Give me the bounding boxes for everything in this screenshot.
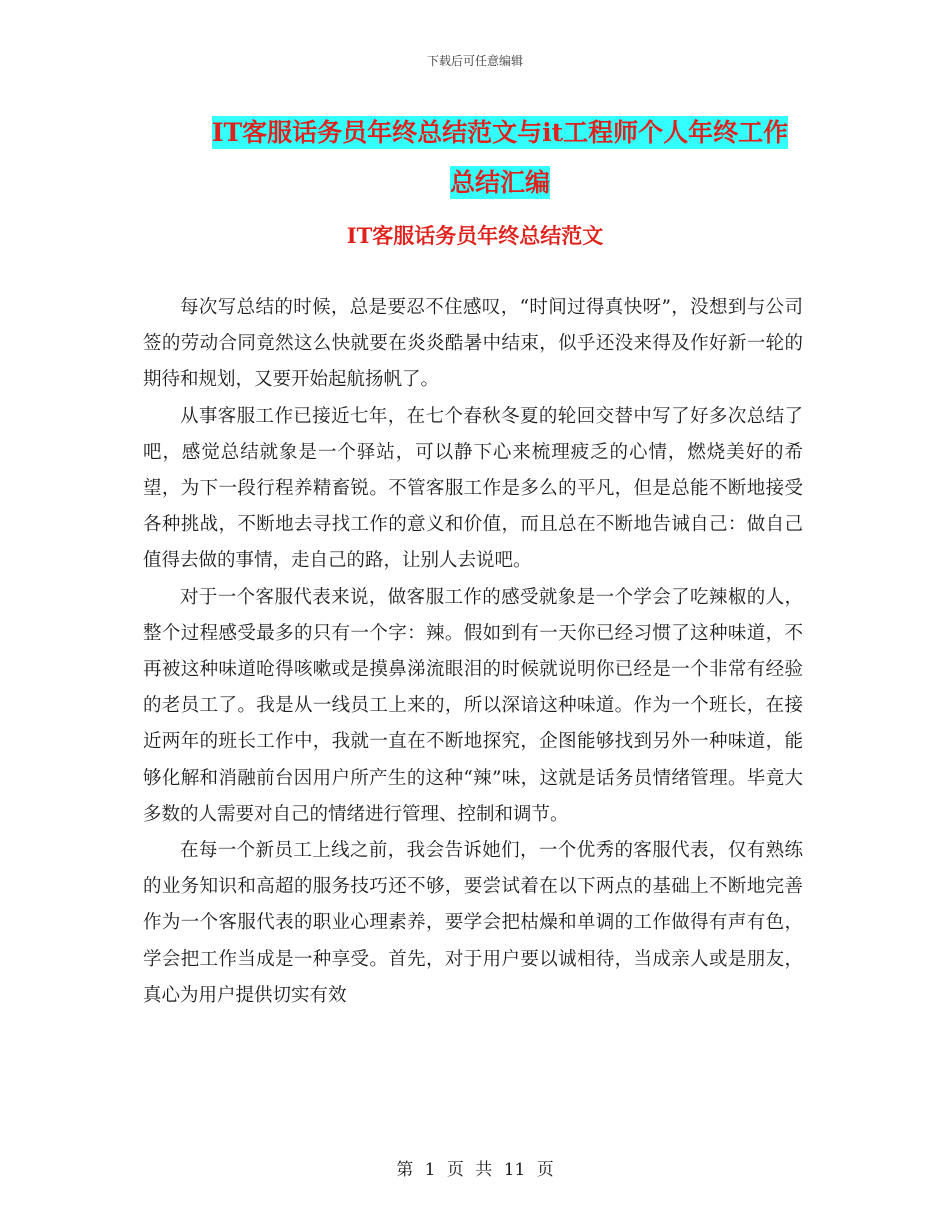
document-title-line1: IT客服话务员年终总结范文与it工程师个人年终工作 [211,118,789,147]
document-title-line2: 总结汇编 [449,168,550,197]
document-body [143,290,803,1014]
page-number: 第 1 页 共 11 页 [396,1160,554,1180]
section-title: IT客服话务员年终总结范文 [346,223,604,248]
paragraph-1: 每次写总结的时候，总是要忍不住感叹，“时间过得真快呀”，没想到与公司签的劳动合同竟然这么快就要在炎炎酷暑中结束，似乎还没来得及作好新一轮的期待和规划，又要开始起航扬帆了。 [143,297,803,391]
paragraph-3: 对于一个客服代表来说，做客服工作的感受就象是一个学会了吃辣椒的人，整个过程感受最多的只有一个字：辣。假如到有一天你已经习惯了这种味道，不再被这种味道呛得咳嗽或是摸鼻涕流眼泪的时候就说明你已经是一个非常有经验的老员工了。我是从一线员工上来的，所以深谙这种味道。作为一个班长，在接近两年的班长工作中，我就一直在不断地探究，企图能够找到另外一种味道，能够化解和消融前台因用户所产生的这种“辣”味，这就是话务员情绪管理。毕竟大多数的人需要对自己的情绪进行管理、控制和调节。 [143,586,803,825]
document-title [140,108,860,208]
header-note: 下载后可任意编辑 [426,54,523,68]
paragraph-4: 在每一个新员工上线之前，我会告诉她们，一个优秀的客服代表，仅有熟练的业务知识和高超的服务技巧还不够，要尝试着在以下两点的基础上不断地完善作为一个客服代表的职业心理素养，要学会把枯燥和单调的工作做得有声有色，学会把工作当成是一种享受。首先，对于用户要以诚相待，当成亲人或是朋友，真心为用户提供切实有效 [143,840,803,1006]
paragraph-2: 从事客服工作已接近七年，在七个春秋冬夏的轮回交替中写了好多次总结了吧，感觉总结就象是一个驿站，可以静下心来梳理疲乏的心情，燃烧美好的希望，为下一段行程养精畜锐。不管客服工作是多么的平凡，但是总能不断地接受各种挑战，不断地去寻找工作的意义和价值，而且总在不断地告诫自己：做自己值得去做的事情，走自己的路，让别人去说吧。 [143,405,803,572]
